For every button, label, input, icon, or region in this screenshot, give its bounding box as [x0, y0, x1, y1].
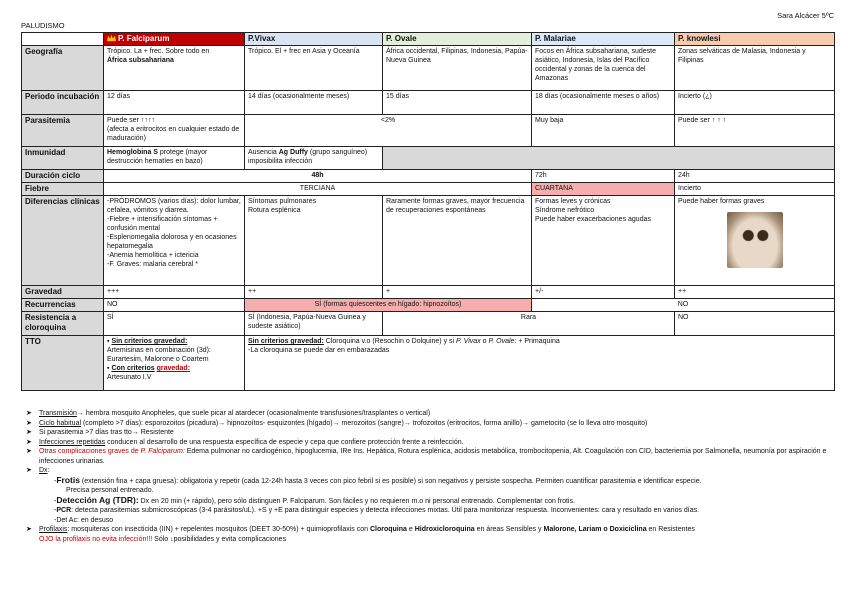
cell-gravedad-ovale: + — [383, 286, 532, 299]
cell-ciclo-shared: 48h — [104, 170, 532, 183]
cell-parasitemia-malariae: Muy baja — [532, 115, 675, 147]
cell-ciclo-knowlesi: 24h — [675, 170, 835, 183]
cell-resistencia-knowlesi: NO — [675, 312, 835, 336]
row-inmunidad — [22, 147, 835, 170]
cell-geografia-ovale: África occidental, Filipinas, Indonesia, Papúa-Nueva Guinea — [383, 46, 532, 91]
row-fiebre — [22, 183, 835, 196]
cell-clinica-vivax: Síntomas pulmonares Rotura esplénica — [245, 196, 383, 286]
cell-clinica-malariae: Formas leves y crónicas Síndrome nefrótico Puede haber exacerbaciones agudas — [532, 196, 675, 286]
cell-inmunidad-rest — [383, 147, 835, 170]
cell-recurrencias-shared: SÍ (formas quiescentes en hígado: hipnozoítos) — [245, 299, 532, 312]
header-row — [22, 33, 835, 46]
cell-recurrencias-rest: NO — [532, 299, 835, 312]
rowhead-geografia: Geografía — [22, 46, 104, 91]
rowhead-fiebre: Fiebre — [22, 183, 104, 196]
rowhead-recurrencias: Recurrencias — [22, 299, 104, 312]
note-transmision: ➤ Transmisión→ hembra mosquito Anopheles, que suele picar al atardecer (ocasionalmente transfusiones/trasplantes o vertical) — [26, 409, 836, 419]
rowhead-parasitemia: Parasitemia — [22, 115, 104, 147]
cell-inmunidad-vivax: Ausencia Ag Duffy (grupo sanguíneo) imposibilita infección — [245, 147, 383, 170]
rowhead-tto: TTO — [22, 336, 104, 391]
cell-fiebre-knowlesi: Incierto — [675, 183, 835, 196]
cell-incubacion-vivax: 14 días (ocasionalmente meses) — [245, 91, 383, 115]
row-geografia — [22, 46, 835, 91]
cell-resistencia-shared: Rara — [383, 312, 675, 336]
cell-geografia-knowlesi: Zonas selváticas de Malasia, Indonesia y Filipinas — [675, 46, 835, 91]
note-frotis: -Frotis (extensión fina + capa gruesa): obligatoria y repetir (cada 12-24h hasta 3 veces con pico febril si es posible) si son negativos y persiste sospecha. Permiten cuantificar parasitemia e identificar especie. — [54, 474, 702, 485]
cell-fiebre-shared: TERCIANA — [104, 183, 532, 196]
note-resistente: ➤ Si parasitemia >7 días tras tto→ Resistente — [26, 428, 836, 438]
row-recurrencias — [22, 299, 835, 312]
header-vivax: P.Vivax — [245, 33, 383, 46]
row-incubacion — [22, 91, 835, 115]
header-knowlesi: P. knowlesi — [675, 33, 835, 46]
cell-incubacion-ovale: 15 días — [383, 91, 532, 115]
note-ag: -Detección Ag (TDR): Dx en 20 min (+ rápido), pero sólo distinguen P. Falciparum. Son fáciles y no requieren m.o ni personal entrenado. Complementar con frotis. — [54, 494, 575, 505]
cell-parasitemia-vivax-ovale: <2% — [245, 115, 532, 147]
row-clinica — [22, 196, 835, 286]
corner-cell — [22, 33, 104, 46]
header-ovale: P. Ovale — [383, 33, 532, 46]
note-ac: -Det Ac: en desuso — [54, 516, 114, 524]
cell-tto-rest: Sin criterios gravedad: Cloroquina v.o (Resochin o Dolquine) y si P. Vivax o P. Ovale: + Primaquina -La cloroquina se puede dar en embarazadas — [245, 336, 835, 391]
row-tto — [22, 336, 835, 391]
cell-geografia-malariae: Focos en África subsahariana, sudeste asiático, Indonesia, Islas del Pacífico occidental y zonas de la cuenca del Amazonas — [532, 46, 675, 91]
cell-clinica-falciparum: -PRÓDROMOS (varios días): dolor lumbar, cefalea, vómitos y diarrea. -Fiebre + intensificación síntomas + confusión mental -Esplenomegalia dolorosa y en ocasiones hepatomegalia -Anemia hemolítica + ictericia -F. Graves: malaria cerebral * — [104, 196, 245, 286]
row-parasitemia — [22, 115, 835, 147]
cell-gravedad-vivax: ++ — [245, 286, 383, 299]
cell-fiebre-malariae: CUARTANA — [532, 183, 675, 196]
rowhead-incubacion: Periodo incubación — [22, 91, 104, 115]
cell-gravedad-falciparum: +++ — [104, 286, 245, 299]
row-gravedad — [22, 286, 835, 299]
rowhead-gravedad: Gravedad — [22, 286, 104, 299]
cell-clinica-knowlesi: Puede haber formas graves — [675, 196, 835, 286]
cell-tto-falciparum: ▪ Sin criterios gravedad: Artemisinas en combinación (3d): Eurartesim, Malorone o Coartem ▪ Con criterios gravedad: Artesunato I.V — [104, 336, 245, 391]
cell-clinica-ovale: Raramente formas graves, mayor frecuencia de recuperaciones espontáneas — [383, 196, 532, 286]
note-ciclo: ➤ Ciclo habitual (completo >7 días): esporozoitos (picadura)→ hipnozoítos- esquizontes (hígado)→ merozoitos (sangre)→ trofozoitos (eritrocitos, forma anillo)→ gametocito (se lo lleva otro mosquito) — [26, 419, 836, 429]
header-falciparum: P. Falciparum — [104, 33, 245, 46]
note-infecciones: ➤ Infecciones repetidas conducen al desarrollo de una respuesta específica de especie y cepa que confiere protección frente a reinfección. — [26, 438, 836, 448]
note-ojo: OJO la profilaxis no evita infección!!! Sólo ↓posibilidades y evita complicaciones — [39, 535, 287, 543]
cell-resistencia-vivax: SÍ (Indonesia, Papúa-Nueva Guinea y sudeste asiático) — [245, 312, 383, 336]
cell-resistencia-falciparum: SÍ — [104, 312, 245, 336]
cell-inmunidad-falciparum: Hemoglobina S protege (mayor destrucción hematíes en bazo) — [104, 147, 245, 170]
rowhead-resistencia: Resistencia a cloroquina — [22, 312, 104, 336]
comparison-table — [21, 32, 835, 391]
note-pcr: -PCR: detecta parasitemias submicroscópicas (3-4 parásitos/uL). +S y +E para distinguir especies y detecta infecciones mixtas. Útil para monitorizar respuesta. Inconvenientes: cara y resultado en varios días. — [54, 507, 700, 514]
cell-incubacion-falciparum: 12 días — [104, 91, 245, 115]
cell-incubacion-malariae: 18 días (ocasionalmente meses o años) — [532, 91, 675, 115]
rowhead-clinica: Diferencias clínicas — [22, 196, 104, 286]
note-dx: ➤ Dx: — [26, 466, 836, 476]
cell-geografia-vivax: Trópico. El + frec en Asia y Oceanía — [245, 46, 383, 91]
row-resistencia — [22, 312, 835, 336]
note-profilaxis: ➤ Profilaxis: mosquiteras con insecticida (IIN) + repelentes mosquitos (DEET 30-50%) + quimioprofilaxis con Cloroquina e Hidroxicloroquina en áreas Sensibles y Malorone, Lariam o Doxiciclina en Resistentes — [26, 525, 836, 535]
cell-geografia-falciparum: Trópico. La + frec. Sobre todo en África subsahariana — [104, 46, 245, 91]
cell-gravedad-malariae: +/- — [532, 286, 675, 299]
document-title: PALUDISMO — [21, 21, 65, 30]
cell-parasitemia-knowlesi: Puede ser ↑ ↑ ↑ — [675, 115, 835, 147]
note-frotis-2: Precisa personal entrenado. — [66, 487, 154, 494]
cell-recurrencias-falciparum: NO — [104, 299, 245, 312]
header-malariae: P. Malariae — [532, 33, 675, 46]
author-name: Sara Alcácer 5ºC — [777, 11, 834, 20]
notes-list — [26, 409, 836, 544]
note-complicaciones: ➤ Otras complicaciones graves de P. Falciparum: Edema pulmonar no cardiogénico, hipoglucemia, IRe Ins. Hepática, Rotura esplénica, acidosis metabólica, trombocitopenia, Alt. Coagulación con CID, bacteriemia por Salmonella, neumonía por aspiración e infecciones urinarias. — [26, 447, 836, 466]
cell-incubacion-knowlesi: Incierto (¿) — [675, 91, 835, 115]
rowhead-inmunidad: Inmunidad — [22, 147, 104, 170]
crown-icon — [107, 34, 116, 42]
cell-ciclo-malariae: 72h — [532, 170, 675, 183]
rowhead-ciclo: Duración ciclo — [22, 170, 104, 183]
row-ciclo — [22, 170, 835, 183]
crying-cat-image — [727, 212, 783, 268]
cell-gravedad-knowlesi: ++ — [675, 286, 835, 299]
cell-parasitemia-falciparum: Puede ser ↑↑↑↑ (afecta a eritrocitos en cualquier estado de maduración) — [104, 115, 245, 147]
